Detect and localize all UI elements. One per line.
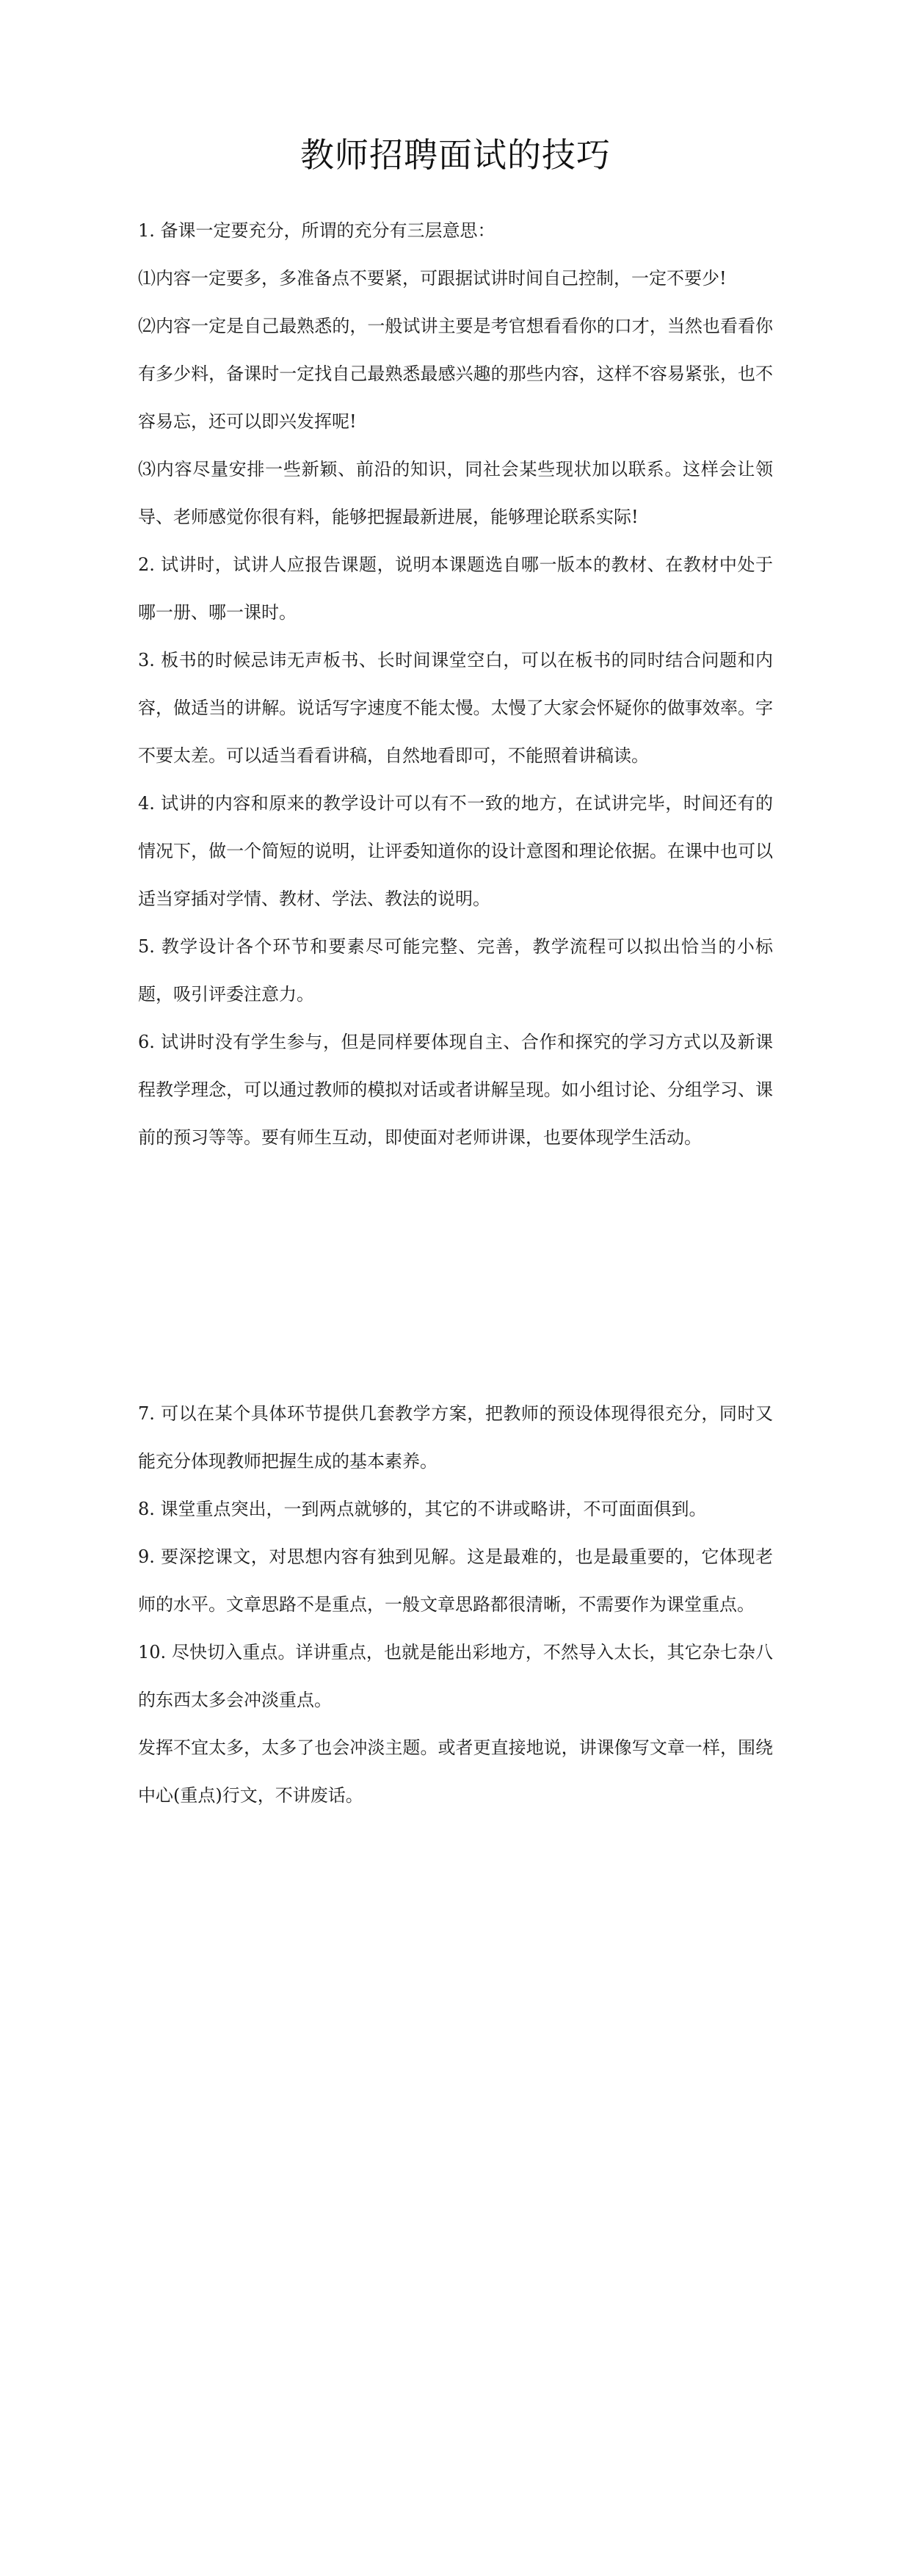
paragraph-3: 3. 板书的时候忌讳无声板书、长时间课堂空白，可以在板书的同时结合问题和内容，做适当的讲解。说话写字速度不能太慢。太慢了大家会怀疑你的做事效率。字不要太差。可以适当看看讲稿，自然地看即可，不能照着讲稿读。 <box>138 650 773 766</box>
document-body-part-2 <box>138 1390 773 1820</box>
document-title: 教师招聘面试的技巧 <box>300 134 611 175</box>
paragraph-9: 9. 要深挖课文，对思想内容有独到见解。这是最难的，也是最重要的，它体现老师的水平。文章思路不是重点，一般文章思路都很清晰，不需要作为课堂重点。 <box>138 1546 773 1615</box>
paragraph-5: 5. 教学设计各个环节和要素尽可能完整、完善，教学流程可以拟出恰当的小标题，吸引评委注意力。 <box>138 936 773 1005</box>
paragraph-8: 8. 课堂重点突出，一到两点就够的，其它的不讲或略讲，不可面面俱到。 <box>138 1499 707 1519</box>
paragraph-closing: 发挥不宜太多，太多了也会冲淡主题。或者更直接地说，讲课像写文章一样，围绕中心(重点)行文，不讲废话。 <box>138 1737 773 1806</box>
paragraph-1-sub-3: ⑶内容尽量安排一些新颖、前沿的知识，同社会某些现状加以联系。这样会让领导、老师感觉你很有料，能够把握最新进展，能够理论联系实际! <box>138 459 773 527</box>
paragraph-4: 4. 试讲的内容和原来的教学设计可以有不一致的地方，在试讲完毕，时间还有的情况下，做一个简短的说明，让评委知道你的设计意图和理论依据。在课中也可以适当穿插对学情、教材、学法、教法的说明。 <box>138 793 773 909</box>
paragraph-1-sub-2: ⑵内容一定是自己最熟悉的，一般试讲主要是考官想看看你的口才，当然也看看你有多少料，备课时一定找自己最熟悉最感兴趣的那些内容，这样不容易紧张，也不容易忘，还可以即兴发挥呢! <box>138 316 773 432</box>
paragraph-10: 10. 尽快切入重点。详讲重点，也就是能出彩地方，不然导入太长，其它杂七杂八的东西太多会冲淡重点。 <box>138 1642 773 1710</box>
paragraph-1: 1. 备课一定要充分，所谓的充分有三层意思： <box>138 220 496 241</box>
document-body-part-1 <box>138 207 773 1162</box>
paragraph-2: 2. 试讲时，试讲人应报告课题，说明本课题选自哪一版本的教材、在教材中处于哪一册、哪一课时。 <box>138 554 773 623</box>
paragraph-6: 6. 试讲时没有学生参与，但是同样要体现自主、合作和探究的学习方式以及新课程教学理念，可以通过教师的模拟对话或者讲解呈现。如小组讨论、分组学习、课前的预习等等。要有师生互动，即使面对老师讲课，也要体现学生活动。 <box>138 1032 773 1148</box>
paragraph-1-sub-1: ⑴内容一定要多，多准备点不要紧，可跟据试讲时间自己控制，一定不要少! <box>138 268 727 289</box>
paragraph-7: 7. 可以在某个具体环节提供几套教学方案，把教师的预设体现得很充分，同时又能充分体现教师把握生成的基本素养。 <box>138 1403 773 1472</box>
